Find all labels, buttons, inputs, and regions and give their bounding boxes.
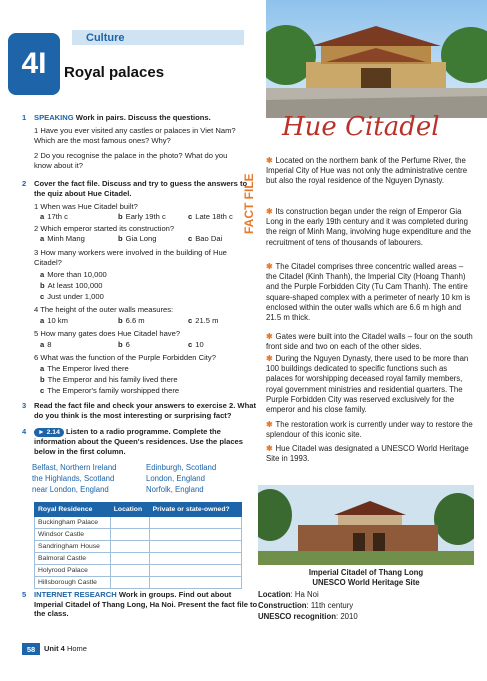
quiz-question: 5 How many gates does Hue Citadel have? [34,329,181,338]
ownership-cell[interactable] [149,529,241,541]
table-row [35,577,242,589]
place-option: Edinburgh, Scotland [146,463,217,472]
thang-long-caption [258,568,474,588]
table-header: Royal Residence [35,503,111,517]
table-row [35,529,242,541]
residence-cell: Balmoral Castle [35,553,111,565]
quiz-option: b 6.6 m [118,316,145,325]
residence-cell: Holyrood Palace [35,565,111,577]
fact-item: ✱ Hue Citadel was designated a UNESCO World Heritage Site in 1993. [266,444,469,464]
speaking-label: SPEAKING [34,113,74,122]
location-cell[interactable] [110,517,149,529]
residence-cell: Windsor Castle [35,529,111,541]
table-row [35,517,242,529]
quiz-question: 6 What was the function of the Purple Forbidden City? [34,353,216,362]
quiz-option: a More than 10,000 [40,270,107,279]
page-title: Royal palaces [64,64,165,81]
location-cell[interactable] [110,565,149,577]
footer-unit: Unit 4 Home [44,644,87,653]
construction-line: Construction: 11th century [258,601,354,610]
quiz-option: b Gia Long [118,234,157,243]
place-option: London, England [146,474,205,483]
exercise-number: 5 [22,590,27,599]
hue-citadel-photo [266,0,487,118]
quiz-option: b 6 [118,340,130,349]
internet-research-label: INTERNET RESEARCH [34,590,117,599]
exercise-number: 1 [22,113,27,122]
quiz-question: 2 Which emperor started its construction? [34,224,175,233]
exercise-number: 3 [22,401,27,410]
table-header: Location [110,503,149,517]
section-label: Culture [86,32,125,44]
ownership-cell[interactable] [149,553,241,565]
audio-track-badge[interactable]: ► 2.14 [34,428,64,437]
residence-cell: Hillsborough Castle [35,577,111,589]
quiz-question: 1 When was Hue Citadel built? [34,202,138,211]
fact-item: ✱ The Citadel comprises three concentric walled areas – the Citadel (Kinh Thanh), the Imperial City (Hoang Thanh) and the Purple Forbidden City (Tu Cam Thanh). The entire square-shaped complex with a perimeter of nearly 10 km is enclosed within the outer walls which are 6.6 m high and 21.5 m thick. [266,262,471,323]
fact-file-title: Hue Citadel [282,112,440,142]
thang-long-photo [258,485,474,565]
page-number: 58 [22,643,40,655]
table-row [35,553,242,565]
exercise-instruction: Work in pairs. Discuss the questions. [75,113,211,122]
table-row [35,565,242,577]
question: 1 Have you ever visited any castles or palaces in Viet Nam? Which are the most famous ones? Why? [34,126,236,145]
fact-item: ✱ Gates were built into the Citadel walls – four on the south front side and two on each of the other sides. [266,332,473,352]
place-option: Norfolk, England [146,485,204,494]
quiz-option: c 21.5 m [188,316,219,325]
residence-cell: Buckingham Palace [35,517,111,529]
place-option: the Highlands, Scotland [32,474,115,483]
quiz-option: a The Emperor lived there [40,364,129,373]
location-cell[interactable] [110,553,149,565]
fact-file-label [238,118,258,238]
exercise-instruction: Cover the fact file. Discuss and try to guess the answers to the quiz about Hue Citadel. [34,179,248,198]
fact-item: ✱ During the Nguyen Dynasty, there used to be more than 100 buildings dedicated to specific functions such as palaces for worshipping deceased royal family members, royal government ministries and residential quarters. The Purple Forbidden City was reserved exclusively for the emperor and his close family. [266,354,469,415]
quiz-option: a 10 km [40,316,68,325]
fact-item: ✱ Located on the northern bank of the Perfume River, the Imperial City of Hue was not only the administrative centre but also the royal residence of the Nguyen Dynasty. [266,156,468,186]
place-option: Belfast, Northern Ireland [32,463,117,472]
location-cell[interactable] [110,577,149,589]
location-cell[interactable] [110,541,149,553]
ownership-cell[interactable] [149,517,241,529]
question: 2 Do you recognise the palace in the photo? What do you know about it? [34,151,228,170]
recognition-line: UNESCO recognition: 2010 [258,612,358,621]
table-header: Private or state-owned? [149,503,241,517]
ownership-cell[interactable] [149,541,241,553]
quiz-option: a 8 [40,340,52,349]
svg-text:FACT FILE: FACT FILE [242,173,256,234]
fact-item: ✱ Its construction began under the reign of Emperor Gia Long in the early 19th century and it was completed during the reign of Minh Mang, involving huge expenditure and the recruitment of tens of thousands of labourers. [266,207,472,247]
caption-line: Imperial Citadel of Thang Long [308,568,424,577]
quiz-option: b The Emperor and his family lived there [40,375,178,384]
quiz-option: a 17th c [40,212,68,221]
lesson-badge: 4I [8,33,60,95]
quiz-option: c Late 18th c [188,212,233,221]
quiz-question: 4 The height of the outer walls measures: [34,305,174,314]
exercise-instruction: Listen to a radio programme. Complete the information about the Queen's residences. Use the places below in the first column. [34,427,244,456]
exercise-instruction: Read the fact file and check your answers to exercise 2. What do you think is the most interesting or surprising fact? [34,401,256,420]
quiz-option: c Just under 1,000 [40,292,104,301]
exercise-instruction: Work in groups. Find out about Imperial Citadel of Thang Long, Ha Noi. Present the fact file to the class. [34,590,258,619]
location-line: Location: Ha Noi [258,590,319,599]
place-option: near London, England [32,485,109,494]
exercise-number: 4 [22,427,27,436]
ownership-cell[interactable] [149,565,241,577]
caption-line: UNESCO World Heritage Site [312,578,420,587]
quiz-option: c Bao Dai [188,234,223,243]
ownership-cell[interactable] [149,577,241,589]
fact-item: ✱ The restoration work is currently under way to restore the splendour of this iconic site. [266,420,473,440]
quiz-option: b At least 100,000 [40,281,103,290]
quiz-option: b Early 19th c [118,212,166,221]
quiz-option: c 10 [188,340,204,349]
royal-residence-table [34,502,242,589]
exercise-number: 2 [22,179,27,188]
quiz-option: c The Emperor's family worshipped there [40,386,180,395]
quiz-option: a Minh Mang [40,234,85,243]
residence-cell: Sandringham House [35,541,111,553]
table-row [35,541,242,553]
quiz-question: 3 How many workers were involved in the building of Hue Citadel? [34,248,227,267]
location-cell[interactable] [110,529,149,541]
